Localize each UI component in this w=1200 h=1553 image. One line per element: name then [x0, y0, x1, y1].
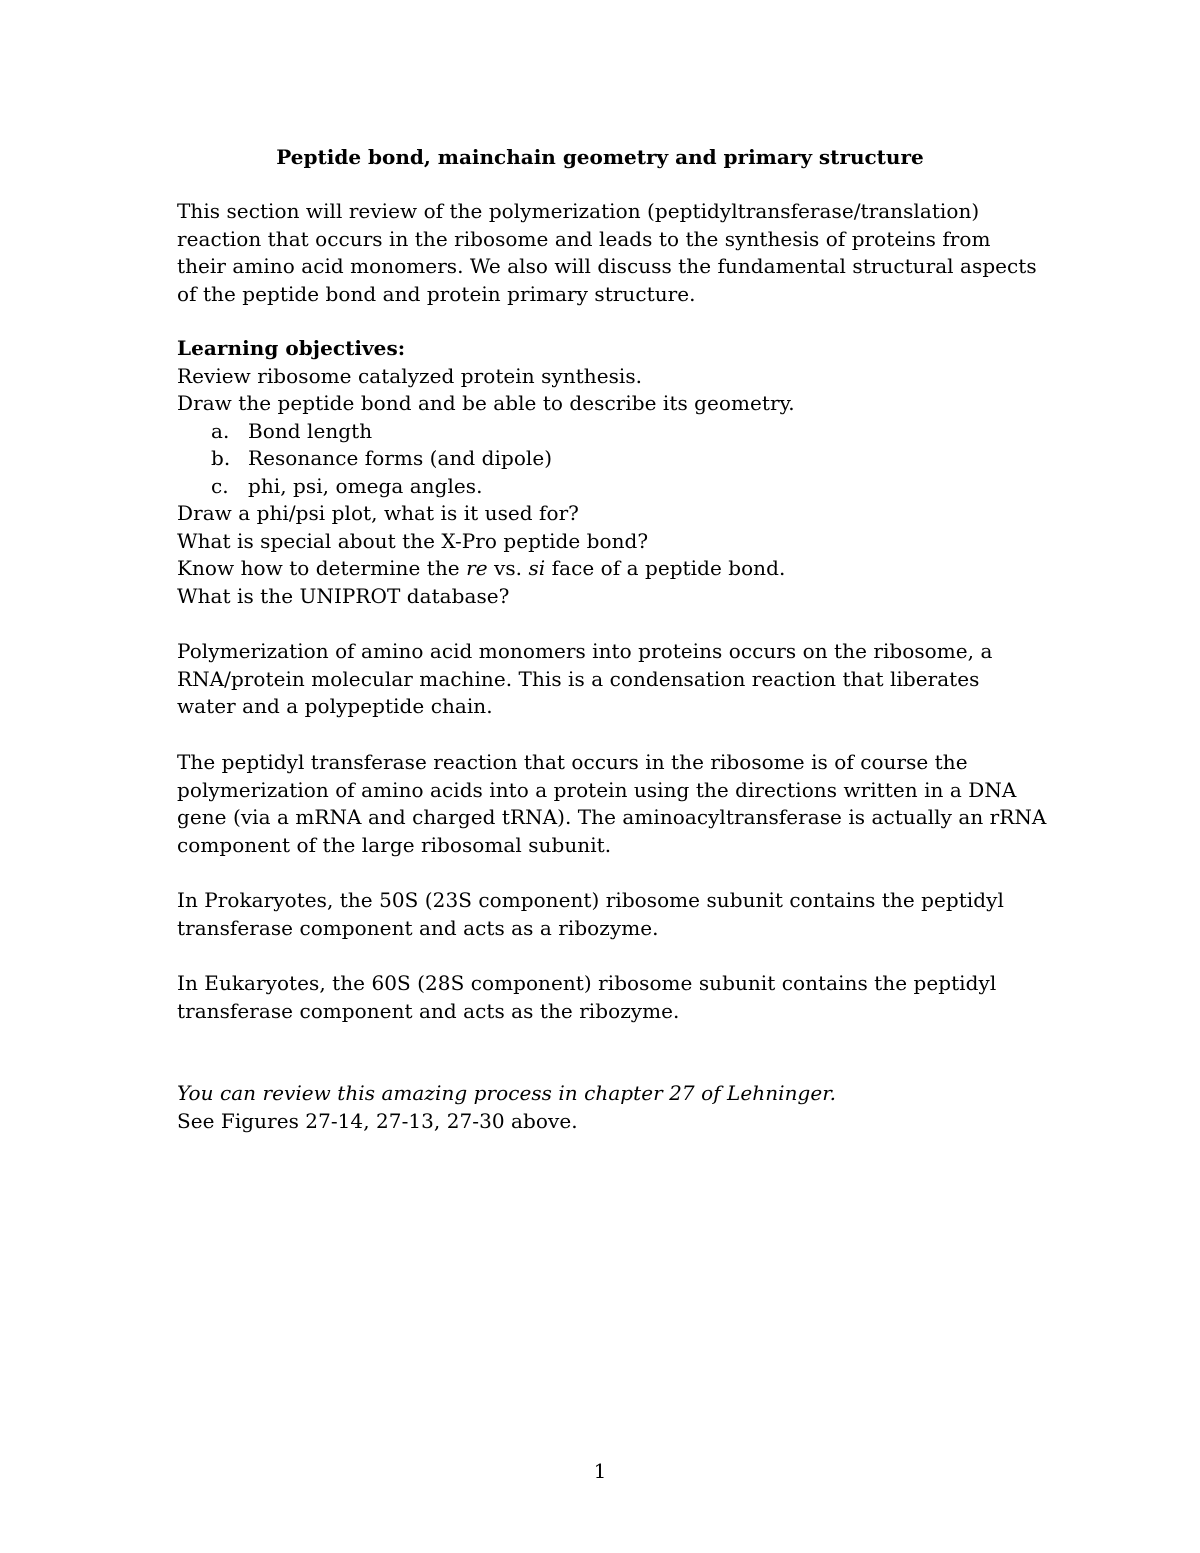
intro-line: This section will review of the polymerization (peptidyltransferase/translation) [177, 199, 980, 223]
objective-line: What is special about the X-Pro peptide bond? [177, 528, 649, 553]
list-marker: a. [211, 418, 230, 443]
eukaryotes-paragraph [177, 970, 1077, 1025]
si-term: si [528, 556, 546, 580]
paragraph-line: In Eukaryotes, the 60S (28S component) ribosome subunit contains the peptidyl [177, 971, 997, 995]
review-note: You can review this amazing process in chapter 27 of Lehninger. [177, 1081, 837, 1105]
page-number: 1 [593, 1459, 607, 1483]
paragraph-line: The peptidyl transferase reaction that occurs in the ribosome is of course the [177, 750, 968, 774]
objective-subitem [177, 445, 1077, 473]
objective-line: Review ribosome catalyzed protein synthesis. [177, 363, 643, 388]
review-note-block [177, 1080, 1077, 1135]
paragraph-line: RNA/protein molecular machine. This is a condensation reaction that liberates [177, 666, 980, 691]
list-item-text: Bond length [248, 418, 373, 443]
see-figures: See Figures 27-14, 27-13, 27-30 above. [177, 1108, 578, 1133]
objective-text: face of a peptide bond. [545, 556, 786, 580]
intro-line: of the peptide bond and protein primary structure. [177, 281, 696, 306]
list-marker: c. [211, 473, 229, 498]
objective-subitem [177, 473, 1077, 501]
list-marker: b. [211, 446, 231, 470]
page-title: Peptide bond, mainchain geometry and primary structure [276, 145, 924, 169]
objective-text: Know how to determine the [177, 556, 467, 580]
paragraph-line: transferase component and acts as the ribozyme. [177, 998, 680, 1023]
list-item-text: Resonance forms (and dipole) [248, 446, 553, 470]
paragraph-line: component of the large ribosomal subunit. [177, 832, 612, 857]
re-term: re [466, 556, 488, 580]
peptidyl-paragraph [177, 749, 1077, 859]
objective-line: What is the UNIPROT database? [177, 583, 510, 608]
objective-line: Draw the peptide bond and be able to describe its geometry. [177, 391, 795, 415]
intro-line: reaction that occurs in the ribosome and leads to the synthesis of proteins from [177, 226, 991, 251]
intro-line: their amino acid monomers. We also will discuss the fundamental structural aspects [177, 254, 1037, 278]
prokaryotes-paragraph [177, 887, 1077, 942]
paragraph-line: transferase component and acts as a ribozyme. [177, 915, 659, 940]
objectives-heading: Learning objectives: [177, 336, 406, 360]
paragraph-line: polymerization of amino acids into a protein using the directions written in a DNA [177, 777, 1017, 802]
paragraph-line: gene (via a mRNA and charged tRNA). The aminoacyltransferase is actually an rRNA [177, 805, 1047, 829]
objective-line: Draw a phi/psi plot, what is it used for? [177, 501, 579, 525]
paragraph-line: In Prokaryotes, the 50S (23S component) ribosome subunit contains the peptidyl [177, 888, 1004, 912]
list-item-text: phi, psi, omega angles. [248, 473, 483, 498]
objective-line [177, 555, 1077, 583]
paragraph-line: water and a polypeptide chain. [177, 694, 493, 718]
polymerization-paragraph [177, 638, 1077, 721]
paragraph-line: Polymerization of amino acid monomers into proteins occurs on the ribosome, a [177, 639, 993, 663]
learning-objectives [177, 335, 1077, 610]
intro-paragraph [177, 198, 1077, 308]
objective-text: vs. [487, 556, 529, 580]
objective-subitem [177, 418, 1077, 446]
